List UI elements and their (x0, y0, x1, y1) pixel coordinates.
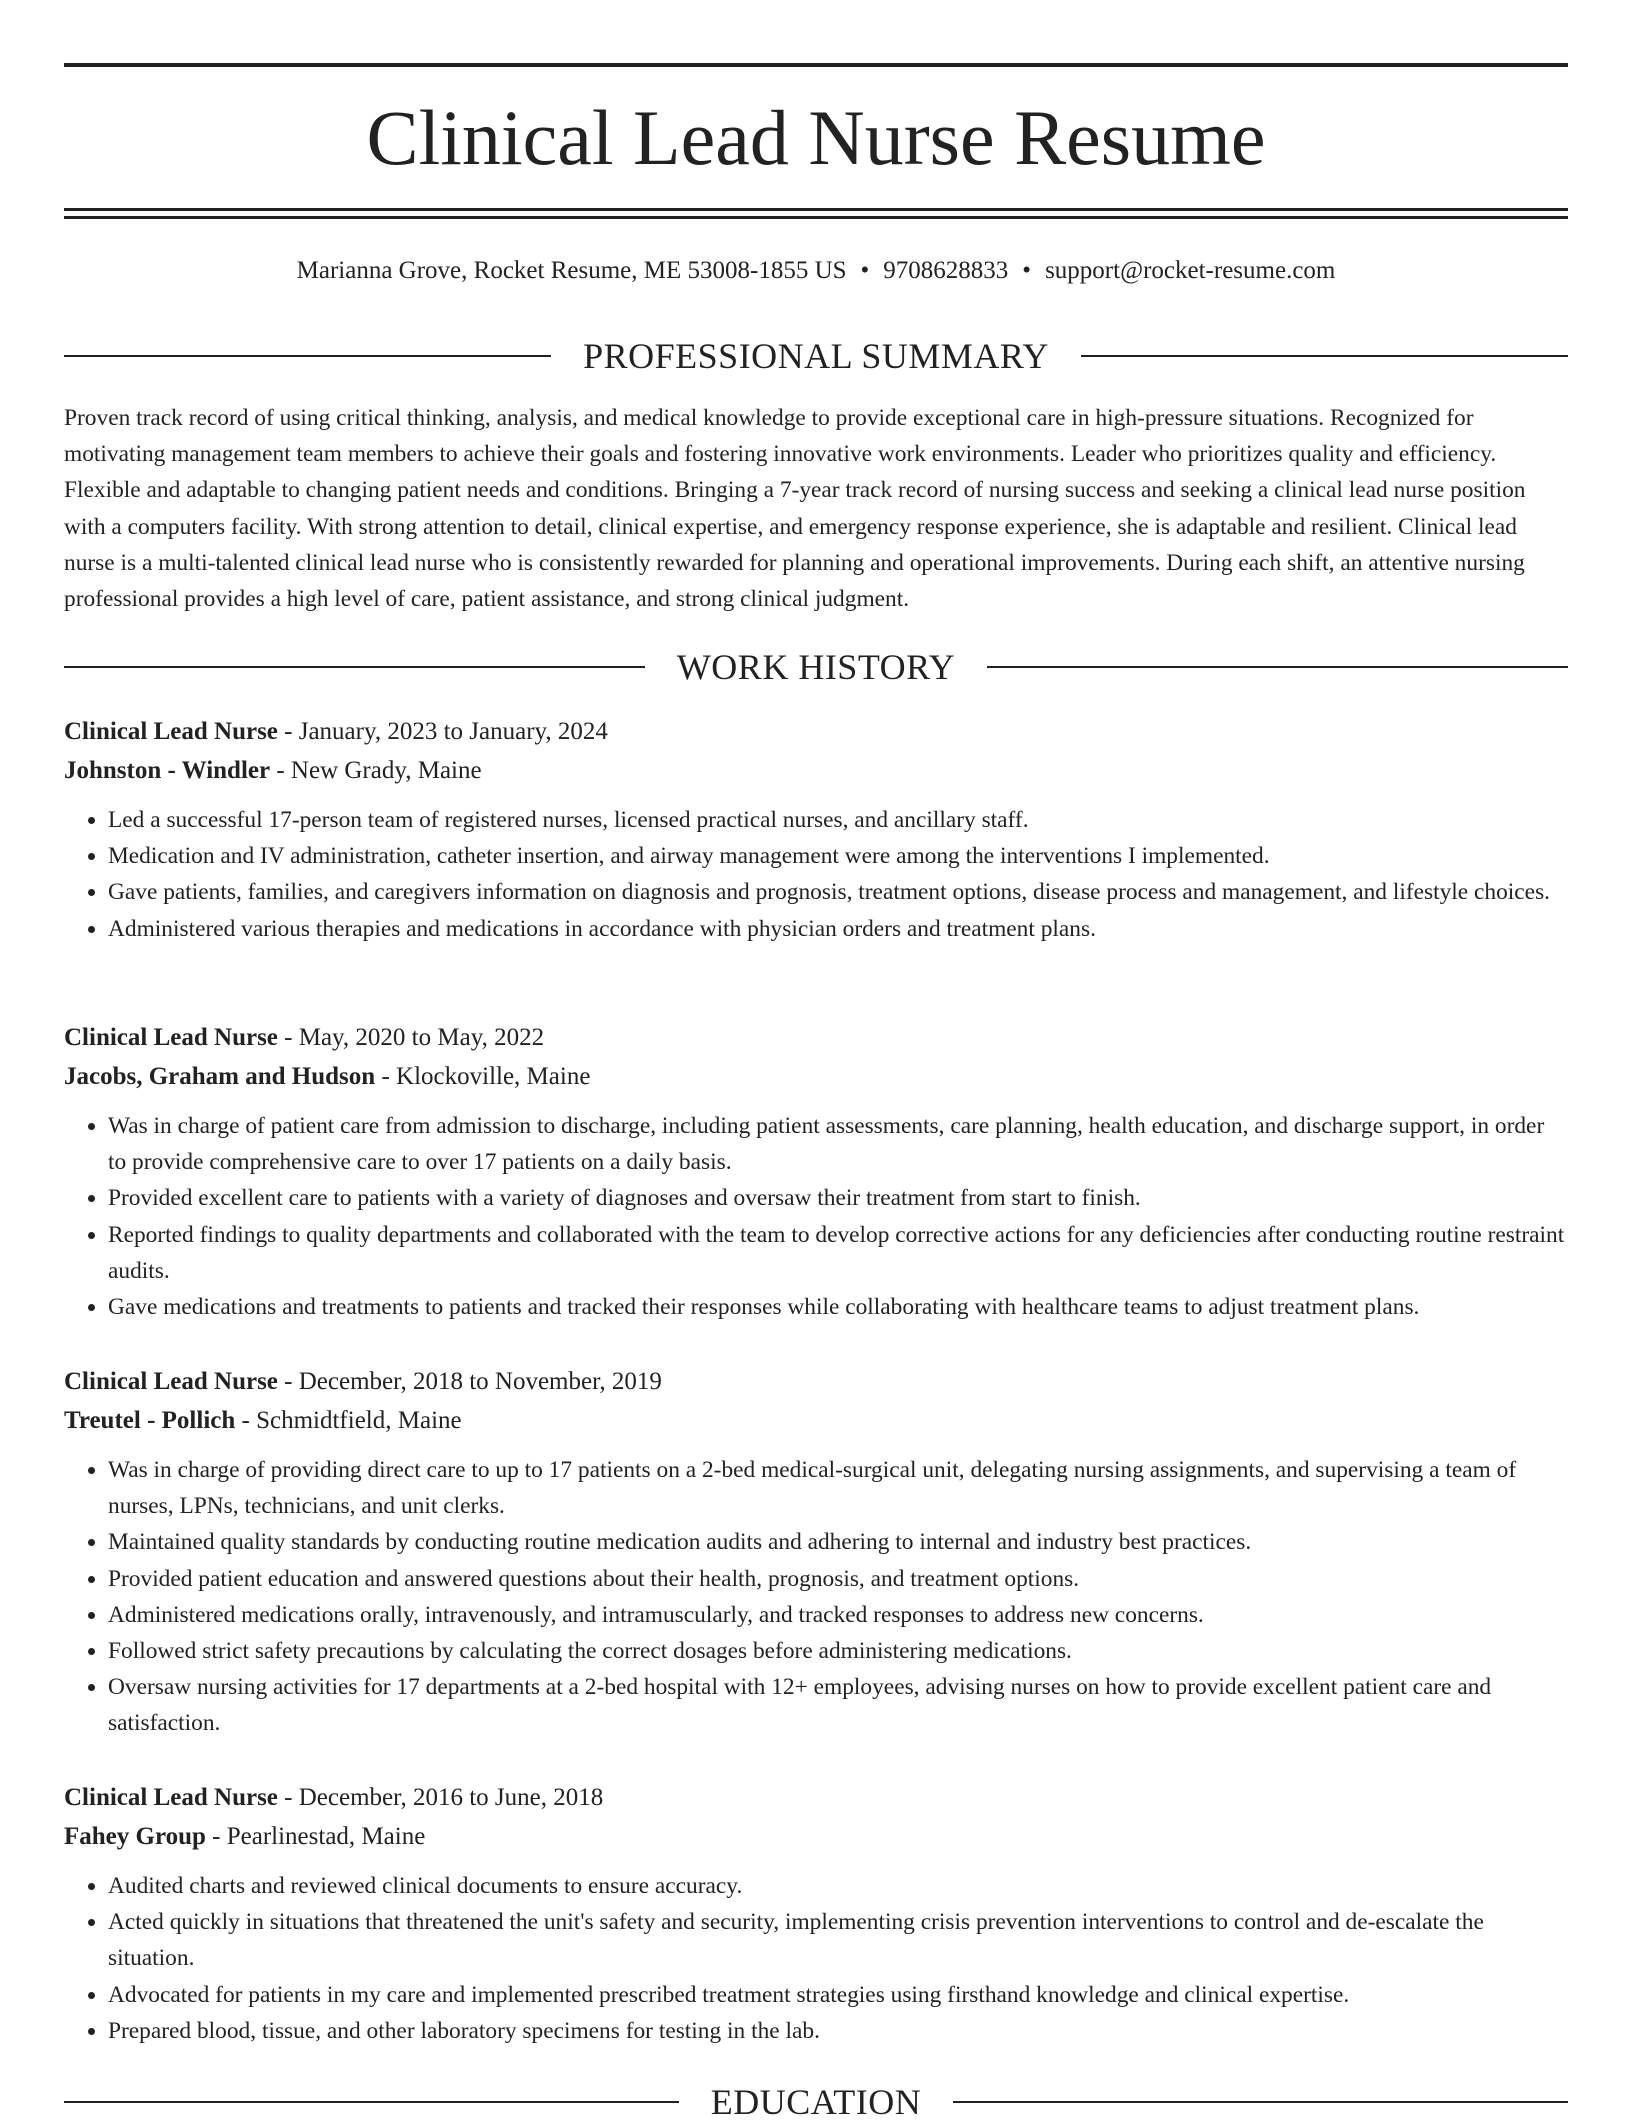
contact-line (64, 254, 1568, 288)
job-bullet: • Gave medications and treatments to patients and tracked their responses while collaborating with healthcare teams to adjust treatment plans. (108, 1289, 1568, 1325)
job-employer: Treutel - Pollich (64, 1407, 236, 1434)
job-employer-line (64, 1057, 1568, 1096)
job-bullet: • Provided patient education and answered questions about their health, prognosis, and treatment options. (108, 1561, 1568, 1597)
contact-separator: • (1022, 257, 1032, 284)
job-entry (64, 712, 1568, 947)
job-bullet: • Gave patients, families, and caregivers information on diagnosis and prognosis, treatment options, disease process and management, and lifestyle choices. (108, 874, 1568, 910)
summary-heading-label: PROFESSIONAL SUMMARY (583, 336, 1049, 376)
job-bullets (64, 1868, 1568, 2049)
contact-phone: 9708628833 (883, 257, 1009, 284)
job-bullet: • Medication and IV administration, catheter insertion, and airway management were among the interventions I implemented. (108, 838, 1568, 874)
job-title: Clinical Lead Nurse (64, 718, 278, 745)
job-employer: Johnston - Windler (64, 757, 271, 784)
job-bullet: • Advocated for patients in my care and implemented prescribed treatment strategies using firsthand knowledge and clinical expertise. (108, 1977, 1568, 2013)
work-history-heading-label: WORK HISTORY (676, 647, 956, 687)
job-employer: Fahey Group (64, 1823, 206, 1850)
contact-separator: • (860, 257, 870, 284)
job-bullets (64, 1452, 1568, 1742)
job-entry (64, 1778, 1568, 2049)
job-location: - Pearlinestad, Maine (205, 1823, 426, 1850)
work-history-section-heading (64, 645, 1568, 689)
heading-rule-right (953, 2101, 1568, 2103)
education-heading-label: EDUCATION (710, 2082, 922, 2122)
heading-rule-left (64, 355, 551, 357)
job-employer-line (64, 751, 1568, 790)
job-dates: - December, 2018 to November, 2019 (277, 1368, 662, 1395)
heading-rule-left (64, 2101, 679, 2103)
education-section-heading (64, 2080, 1568, 2124)
job-employer-line (64, 1401, 1568, 1440)
job-bullet: • Followed strict safety precautions by calculating the correct dosages before administering medications. (108, 1633, 1568, 1669)
job-bullet: • Was in charge of patient care from admission to discharge, including patient assessments, care planning, health education, and discharge support, in order to provide comprehensive care to over 17 patients on a daily basis. (108, 1108, 1568, 1180)
job-bullet: • Audited charts and reviewed clinical documents to ensure accuracy. (108, 1868, 1568, 1904)
job-entry (64, 1018, 1568, 1325)
job-bullet: • Provided excellent care to patients with a variety of diagnoses and oversaw their treatment from start to finish. (108, 1180, 1568, 1216)
job-dates: - December, 2016 to June, 2018 (277, 1784, 604, 1811)
job-bullet: • Acted quickly in situations that threatened the unit's safety and security, implementing crisis prevention interventions to control and de-escalate the situation. (108, 1904, 1568, 1976)
heading-rule-right (987, 666, 1568, 668)
job-bullet: • Administered medications orally, intravenously, and intramuscularly, and tracked responses to address new concerns. (108, 1597, 1568, 1633)
job-location: - Schmidtfield, Maine (235, 1407, 462, 1434)
job-bullet: • Reported findings to quality departments and collaborated with the team to develop corrective actions for any deficiencies after conducting routine restraint audits. (108, 1217, 1568, 1289)
job-bullet: • Prepared blood, tissue, and other laboratory specimens for testing in the lab. (108, 2013, 1568, 2049)
job-title: Clinical Lead Nurse (64, 1784, 278, 1811)
job-dates: - May, 2020 to May, 2022 (277, 1024, 545, 1051)
job-title: Clinical Lead Nurse (64, 1368, 278, 1395)
job-title-line (64, 1018, 1568, 1057)
job-bullet: • Administered various therapies and medications in accordance with physician orders and treatment plans. (108, 911, 1568, 947)
job-location: - Klockoville, Maine (375, 1063, 591, 1090)
job-entry (64, 1362, 1568, 1742)
summary-section-heading (64, 334, 1568, 378)
job-bullet: • Was in charge of providing direct care to up to 17 patients on a 2-bed medical-surgical unit, delegating nursing assignments, and supervising a team of nurses, LPNs, technicians, and unit clerks. (108, 1452, 1568, 1524)
job-bullets (64, 802, 1568, 947)
job-bullet: • Oversaw nursing activities for 17 departments at a 2-bed hospital with 12+ employees, advising nurses on how to provide excellent patient care and satisfaction. (108, 1669, 1568, 1741)
job-title: Clinical Lead Nurse (64, 1024, 278, 1051)
professional-summary: Proven track record of using critical thinking, analysis, and medical knowledge to provide exceptional care in high-pressure situations. Recognized for motivating management team members to achieve their goals and fostering innovative work environments. Leader who prioritizes quality and efficiency. Flexible and adaptable to changing patient needs and conditions. Bringing a 7-year track record of nursing success and seeking a clinical lead nurse position with a computers facility. With strong attention to detail, clinical expertise, and emergency response experience, she is adaptable and resilient. Clinical lead nurse is a multi-talented clinical lead nurse who is consistently rewarded for planning and operational improvements. During each shift, an attentive nursing professional provides a high level of care, patient assistance, and strong clinical judgment. (64, 405, 1526, 613)
contact-address: Marianna Grove, Rocket Resume, ME 53008-1855 US (296, 257, 847, 284)
header-bottom-rule (64, 208, 1568, 211)
job-title-line (64, 1362, 1568, 1401)
heading-rule-left (64, 666, 645, 668)
job-employer-line (64, 1817, 1568, 1856)
job-title-line (64, 712, 1568, 751)
heading-rule-right (1081, 355, 1568, 357)
job-location: - New Grady, Maine (270, 757, 482, 784)
header-bottom-rule-secondary (64, 216, 1568, 219)
job-bullets (64, 1108, 1568, 1325)
job-dates: - January, 2023 to January, 2024 (277, 718, 608, 745)
job-bullet: • Led a successful 17-person team of registered nurses, licensed practical nurses, and ancillary staff. (108, 802, 1568, 838)
job-title-line (64, 1778, 1568, 1817)
contact-email: support@rocket-resume.com (1045, 257, 1336, 284)
header-top-rule (64, 63, 1568, 67)
job-bullet: • Maintained quality standards by conducting routine medication audits and adhering to internal and industry best practices. (108, 1524, 1568, 1560)
job-employer: Jacobs, Graham and Hudson (64, 1063, 376, 1090)
resume-title: Clinical Lead Nurse Resume (366, 94, 1266, 181)
